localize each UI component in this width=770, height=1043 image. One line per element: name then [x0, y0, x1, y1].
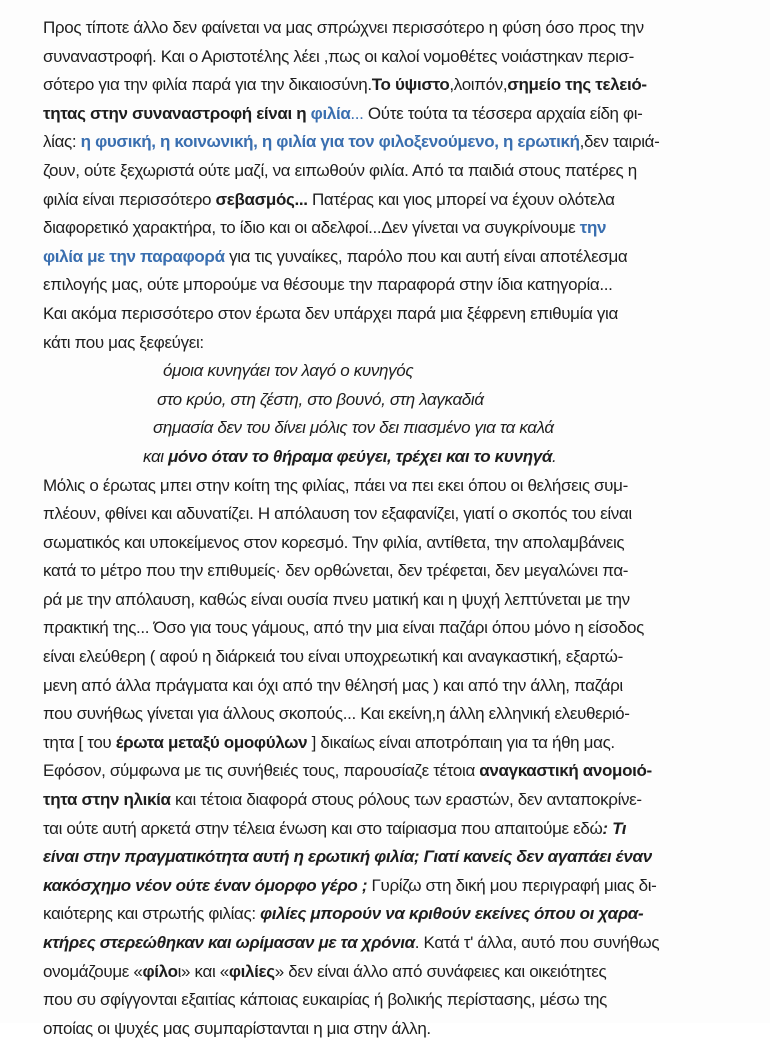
- text-run: και τέτοια διαφορά στους ρόλους των εραστών, δεν ανταποκρίνε-: [171, 790, 642, 809]
- text-run: κάτι που μας ξεφεύγει:: [43, 333, 204, 352]
- text-line: [43, 500, 743, 529]
- paragraph-intro: [43, 14, 743, 357]
- poem-line: [43, 414, 743, 443]
- text-run: διαφορετικό χαρακτήρα, το ίδιο και οι αδελφοί...Δεν γίνεται να συγκρίνουμε: [43, 218, 580, 237]
- highlighted-text: η φυσική, η κοινωνική, η φιλία για τον φιλοξενούμενο, η ερωτική: [81, 132, 580, 151]
- emphasis-text: Το ύψιστο: [372, 75, 450, 94]
- text-run: Και ακόμα περισσότερο στον έρωτα δεν υπάρχει παρά μια ξέφρενη επιθυμία για: [43, 304, 618, 323]
- text-run: .: [552, 447, 556, 466]
- text-run: ι» και «: [178, 962, 229, 981]
- text-run: » δεν είναι άλλο από συνάφειες και οικειότητες: [275, 962, 607, 981]
- text-line: [43, 586, 743, 615]
- text-run: σότερο για την φιλία παρά για την δικαιοσύνη.: [43, 75, 372, 94]
- text-line: [43, 1015, 743, 1043]
- text-run: τητα [ του: [43, 733, 116, 752]
- text-line: [43, 43, 743, 72]
- highlighted-text: ...: [350, 104, 363, 123]
- text-line: [43, 614, 743, 643]
- highlighted-text: φιλία με την παραφορά: [43, 247, 225, 266]
- text-run: που συ σφίγγονται εξαιτίας κάποιας ευκαιρίας ή βολικής περίστασης, μέσω της: [43, 990, 607, 1009]
- text-run: στο κρύο, στη ζέστη, στο βουνό, στη λαγκαδιά: [157, 390, 484, 409]
- text-run: κατά το μέτρο που την επιθυμείς· δεν ορθώνεται, δεν τρέφεται, δεν μεγαλώνει πα-: [43, 561, 628, 580]
- text-run: οποίας οι ψυχές μας συμπαρίστανται η μια στην άλλη.: [43, 1019, 431, 1038]
- text-run: και: [143, 447, 168, 466]
- emphasis-text: φιλίες: [229, 962, 275, 981]
- text-line: [43, 271, 743, 300]
- text-run: ται ούτε αυτή αρκετά στην τέλεια ένωση και στο ταίριασμα που απαιτούμε εδώ: [43, 819, 602, 838]
- text-run: Προς τίποτε άλλο δεν φαίνεται να μας σπρώχνει περισσότερο η φύση όσο προς την: [43, 18, 644, 37]
- text-line: [43, 186, 743, 215]
- text-run: λίας:: [43, 132, 81, 151]
- paragraph-main: [43, 472, 743, 1043]
- text-line: [43, 786, 743, 815]
- text-run: Μόλις ο έρωτας μπει στην κοίτη της φιλίας, πάει να πει εκει όπου οι θελήσεις συμ-: [43, 476, 628, 495]
- text-line: [43, 71, 743, 100]
- text-line: [43, 900, 743, 929]
- text-line: [43, 128, 743, 157]
- emphasis-text: σεβασμός...: [216, 190, 308, 209]
- text-run: πρακτική της... Όσο για τους γάμους, από την μια είναι παζάρι όπου μόνο η είσοδος: [43, 618, 644, 637]
- text-line: [43, 214, 743, 243]
- emphasis-text: φιλίες μπορούν να κριθούν εκείνες όπου οι χαρα-: [260, 904, 643, 923]
- text-line: [43, 729, 743, 758]
- text-line: [43, 986, 743, 1015]
- text-line: [43, 157, 743, 186]
- emphasis-text: φίλο: [143, 962, 178, 981]
- poem-line: [43, 443, 743, 472]
- poem-line: [43, 357, 743, 386]
- text-line: [43, 843, 743, 872]
- text-run: Εφόσον, σύμφωνα με τις συνήθειές τους, παρουσίαζε τέτοια: [43, 761, 479, 780]
- text-run: όμοια κυνηγάει τον λαγό ο κυνηγός: [163, 361, 413, 380]
- poem-line: [43, 386, 743, 415]
- text-run: ,δεν ταιριά-: [580, 132, 660, 151]
- text-run: ρά με την απόλαυση, καθώς είναι ουσία πνευ ματική και η ψυχή λεπτύνεται με την: [43, 590, 630, 609]
- text-run: ονομάζουμε «: [43, 962, 143, 981]
- text-line: [43, 243, 743, 272]
- text-run: ] δικαίως είναι αποτρόπαιη για τα ήθη μας.: [307, 733, 615, 752]
- emphasis-text: έρωτα μεταξύ ομοφύλων: [116, 733, 308, 752]
- text-run: ζουν, ούτε ξεχωριστά ούτε μαζί, να ειπωθούν φιλία. Από τα παιδιά στους πατέρες η: [43, 161, 637, 180]
- text-line: [43, 958, 743, 987]
- text-line: [43, 329, 743, 358]
- text-run: ,λοιπόν,: [449, 75, 507, 94]
- emphasis-text: κτήρες στερεώθηκαν και ωρίμασαν με τα χρόνια: [43, 933, 415, 952]
- text-run: μενη από άλλα πράγματα και όχι από την θέλησή μας ) και από την άλλη, παζάρι: [43, 676, 623, 695]
- text-run: πλέουν, φθίνει και αδυνατίζει. Η απόλαυση τον εξαφανίζει, γιατί ο σκοπός του είναι: [43, 504, 632, 523]
- text-line: [43, 14, 743, 43]
- text-line: [43, 700, 743, 729]
- text-line: [43, 100, 743, 129]
- highlighted-text: φιλία: [311, 104, 351, 123]
- text-line: [43, 529, 743, 558]
- text-line: [43, 300, 743, 329]
- text-line: [43, 815, 743, 844]
- text-run: Γυρίζω στη δική μου περιγραφή μιας δι-: [367, 876, 656, 895]
- text-line: [43, 472, 743, 501]
- text-run: φιλία είναι περισσότερο: [43, 190, 216, 209]
- text-line: [43, 643, 743, 672]
- emphasis-text: είναι στην πραγματικότητα αυτή η ερωτική φιλία; Γιατί κανείς δεν αγαπάει έναν: [43, 847, 652, 866]
- text-run: . Κατά τ' άλλα, αυτό που συνήθως: [415, 933, 659, 952]
- text-run: που συνήθως γίνεται για άλλους σκοπούς... Και εκείνη,η άλλη ελληνική ελευθεριό-: [43, 704, 630, 723]
- emphasis-text: αναγκαστική ανομοιό-: [479, 761, 652, 780]
- emphasis-text: μόνο όταν το θήραμα φεύγει, τρέχει και το κυνηγά: [168, 447, 552, 466]
- highlighted-text: την: [580, 218, 606, 237]
- poem-quote: [43, 357, 743, 471]
- document-body: [43, 14, 743, 1043]
- text-run: σωματικός και υποκείμενος στον κορεσμό. Την φιλία, αντίθετα, την απολαμβάνεις: [43, 533, 624, 552]
- text-run: συναναστροφή. Και ο Αριστοτέλης λέει ,πως οι καλοί νομοθέτες νοιάστηκαν περισ-: [43, 47, 634, 66]
- emphasis-text: τητα στην ηλικία: [43, 790, 171, 809]
- text-line: [43, 757, 743, 786]
- text-run: Πατέρας και γιος μπορεί να έχουν ολότελα: [308, 190, 615, 209]
- text-run: είναι ελεύθερη ( αφού η διάρκειά του είναι υποχρεωτική και αναγκαστική, εξαρτώ-: [43, 647, 623, 666]
- emphasis-text: : Τι: [602, 819, 626, 838]
- emphasis-text: κακόσχημο νέον ούτε έναν όμορφο γέρο ;: [43, 876, 367, 895]
- text-run: επιλογής μας, ούτε μπορούμε να θέσουμε την παραφορά στην ίδια κατηγορία...: [43, 275, 613, 294]
- text-run: καιότερης και στρωτής φιλίας:: [43, 904, 260, 923]
- emphasis-text: τητας στην συναναστροφή είναι η: [43, 104, 311, 123]
- text-run: Ούτε τούτα τα τέσσερα αρχαία είδη φι-: [364, 104, 643, 123]
- text-run: για τις γυναίκες, παρόλο που και αυτή είναι αποτέλεσμα: [225, 247, 628, 266]
- text-line: [43, 929, 743, 958]
- text-line: [43, 872, 743, 901]
- text-run: σημασία δεν του δίνει μόλις τον δει πιασμένο για τα καλά: [153, 418, 554, 437]
- text-line: [43, 672, 743, 701]
- emphasis-text: σημείο της τελειό-: [507, 75, 647, 94]
- text-line: [43, 557, 743, 586]
